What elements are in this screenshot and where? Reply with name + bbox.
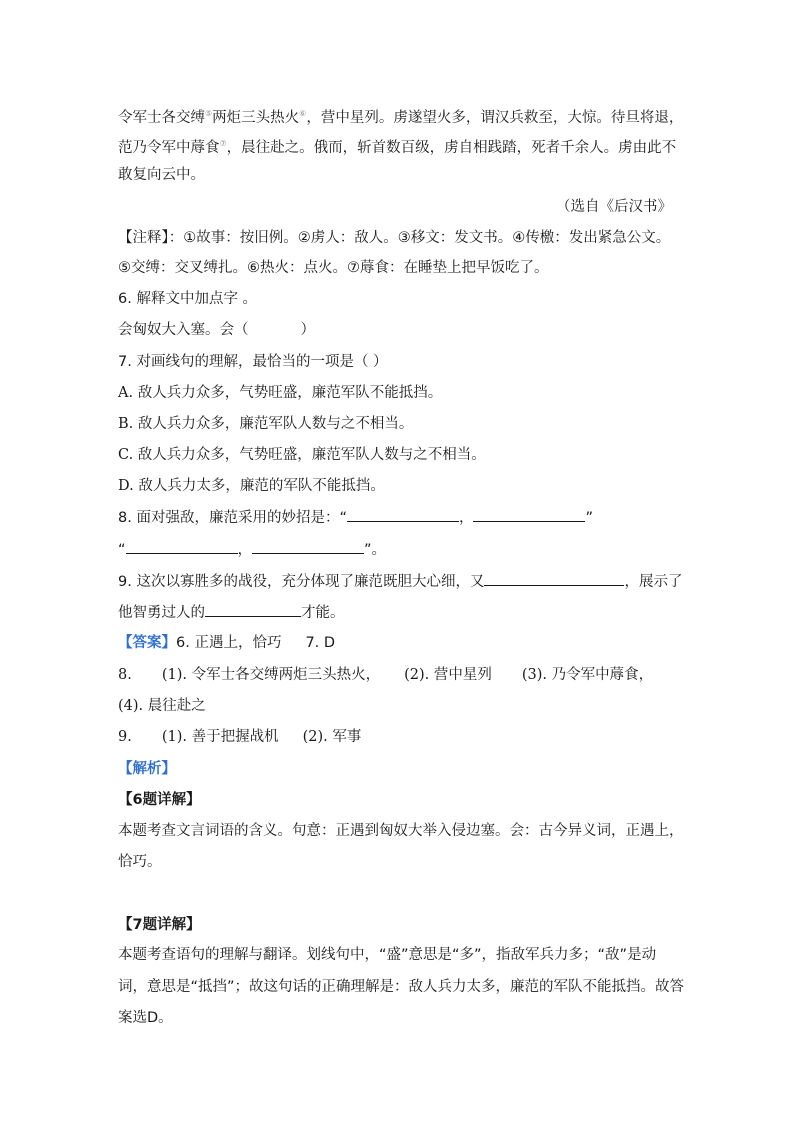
answer-8-part-3: (3). 乃令军中蓐食， [521, 667, 654, 683]
analysis-7-line-1: 本题考查语句的理解与翻译。划线句中，“盛”意思是“多”，指敌军兵力多；“敌”是动 [118, 947, 657, 963]
analysis-6-heading: 【6题详解】 [118, 792, 201, 808]
answer-blank[interactable] [484, 571, 624, 586]
answer-7: 7. D [305, 635, 336, 651]
analysis-6-line-2: 恰巧。 [118, 854, 162, 870]
answer-blank[interactable] [473, 507, 585, 522]
question-9-line-2 [118, 602, 345, 623]
question-8-line-2 [118, 539, 386, 560]
passage-text: ，营中星列。虏遂望火多，谓汉兵救至，大惊。待旦将退， [306, 109, 684, 126]
analysis-7-heading: 【7题详解】 [118, 917, 201, 933]
question-7-option-c: C. 敌人兵力众多，气势旺盛，廉范军队人数与之不相当。 [118, 447, 486, 463]
notes-line-2: ⑤交缚：交叉缚扎。⑥热火：点火。⑦蓐食：在睡垫上把早饭吃了。 [118, 260, 549, 276]
question-9-text: ，展示了 [624, 574, 683, 590]
question-6-item-text: 会匈奴大入塞。会（ [118, 322, 249, 338]
question-8-text: 8. 面对强敌，廉范采用的妙招是：“ [118, 510, 347, 526]
question-7-title: 7. 对画线句的理解，最恰当的一项是（ ） [118, 354, 388, 370]
question-7-option-a: A. 敌人兵力众多，气势旺盛，廉范军队不能抵挡。 [118, 385, 443, 401]
question-9-text: 9. 这次以寡胜多的战役，充分体现了廉范既胆大心细，又 [118, 574, 485, 590]
answer-8-part-2: (2). 营中星列 [404, 667, 492, 683]
footnote-marker: ⑦ [219, 139, 227, 148]
question-7-option-b: B. 敌人兵力众多，廉范军队人数与之不相当。 [118, 416, 414, 432]
analysis-label: 【解析】 [118, 761, 176, 777]
question-9-text: 才能。 [301, 605, 345, 621]
answer-blank[interactable] [347, 507, 459, 522]
footnote-marker: ⑥ [299, 109, 307, 118]
question-6-title: 6. 解释文中加点字 。 [118, 291, 258, 307]
question-7-option-d: D. 敌人兵力太多，廉范的军队不能抵挡。 [118, 478, 385, 494]
question-8-line-1 [118, 507, 593, 528]
question-6-bracket-close: ） [300, 322, 315, 338]
punctuation: ， [458, 510, 474, 526]
answer-line-8 [118, 665, 653, 685]
punctuation: “ [118, 542, 126, 558]
answer-line-1 [118, 633, 335, 653]
question-6-item [118, 320, 315, 340]
punctuation: ”。 [364, 542, 387, 558]
analysis-7-line-3: 案选D。 [118, 1010, 173, 1026]
answer-line-8-cont: (4). 晨往赴之 [118, 698, 206, 714]
answer-9-part-2: (2). 军事 [302, 729, 362, 745]
answer-blank[interactable] [252, 539, 364, 554]
analysis-6-line-1: 本题考查文言词语的含义。句意：正遇到匈奴大举入侵边塞。会：古今异义词，正遇上， [118, 823, 684, 839]
passage-line-1 [118, 104, 683, 128]
punctuation: ” [585, 510, 593, 526]
passage-text: 令军士各交缚 [118, 109, 205, 126]
answer-8-number: 8. [118, 667, 132, 683]
analysis-7-line-2: 词，意思是“抵挡”；故这句话的正确理解是：敌人兵力太多，廉范的军队不能抵挡。故答 [118, 979, 685, 995]
answer-6: 6. 正遇上，恰巧 [176, 635, 282, 651]
passage-line-3: 敢复向云中。 [118, 167, 205, 183]
passage-source: （选自《后汉书》 [556, 199, 672, 215]
question-9-text: 他智勇过人的 [118, 605, 205, 621]
passage-text: ，晨往赴之。俄而，斩首数百级，虏自相践踏，死者千余人。虏由此不 [226, 139, 677, 156]
question-9-line-1 [118, 571, 682, 592]
answer-blank[interactable] [126, 539, 238, 554]
passage-text: 两炬三头热火 [212, 109, 300, 126]
passage-text: 范乃令军中蓐食 [118, 139, 220, 156]
answer-line-9 [118, 727, 361, 747]
answer-label: 【答案】 [118, 635, 176, 651]
answer-9-part-1: (1). 善于把握战机 [161, 729, 279, 745]
notes-line-1: 【注释】：①故事：按旧例。②虏人：敌人。③移文：发文书。④传檄：发出紧急公文。 [118, 230, 671, 246]
punctuation: ， [237, 542, 253, 558]
answer-blank[interactable] [205, 602, 301, 617]
answer-9-number: 9. [118, 729, 132, 745]
passage-line-2 [118, 134, 676, 158]
answer-8-part-1: (1). 令军士各交缚两炬三头热火， [161, 667, 381, 683]
footnote-marker: ⑤ [205, 109, 213, 118]
